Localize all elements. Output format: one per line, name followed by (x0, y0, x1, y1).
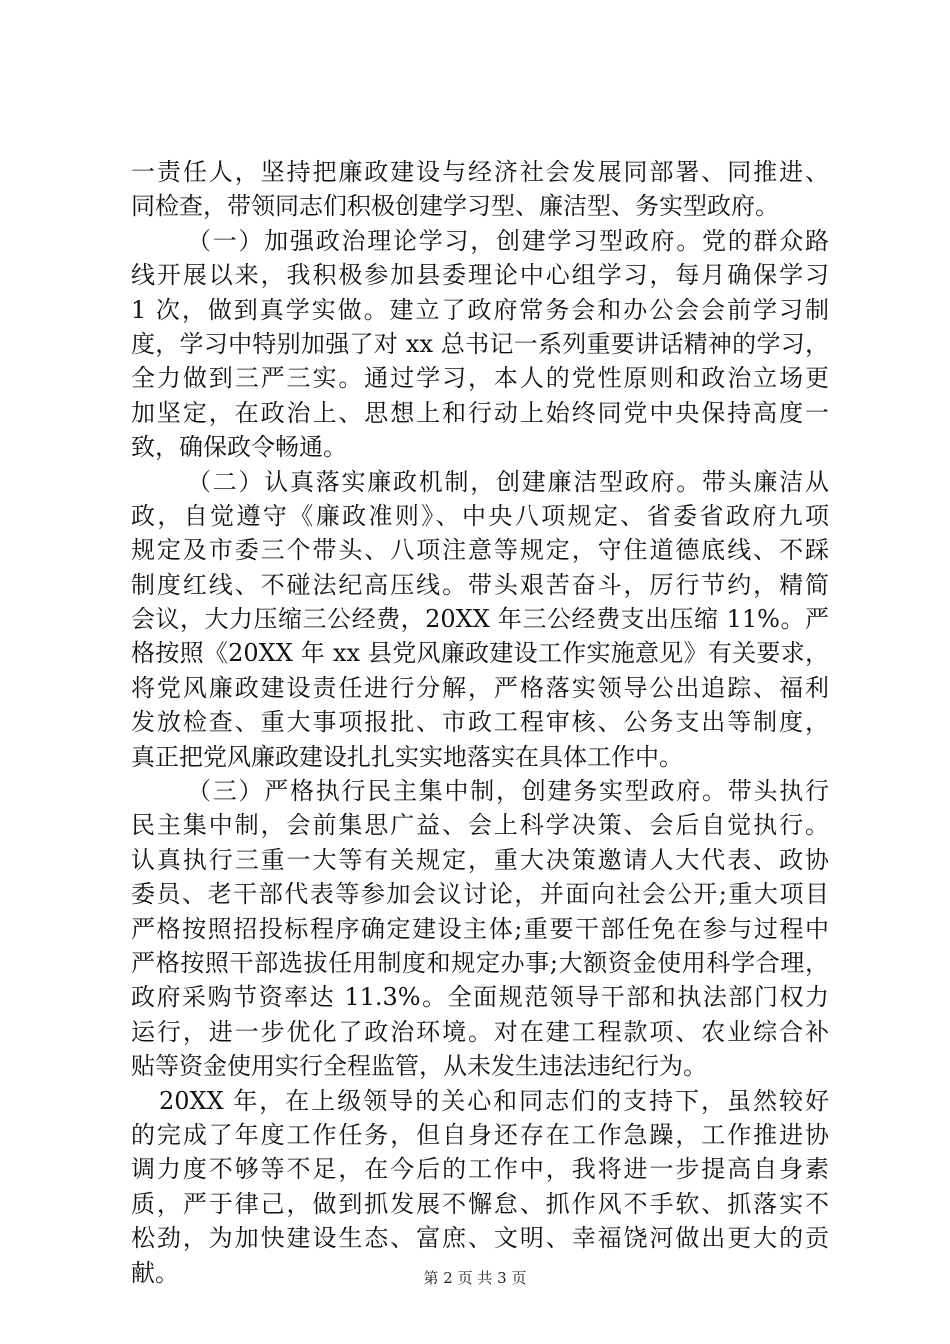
text-line: 将党风廉政建设责任进行分解，严格落实领导公出追踪、福利 (131, 673, 829, 702)
text-line: 严格按照干部选拔任用制度和规定办事;大额资金使用科学合理， (131, 948, 829, 977)
text-line: 线开展以来，我积极参加县委理论中心组学习，每月确保学习 (131, 261, 829, 290)
text-line: 格按照《20XX 年 xx 县党风廉政建设工作实施意见》有关要求， (131, 639, 829, 668)
text-line: 政，自觉遵守《廉政准则》、中央八项规定、省委省政府九项 (131, 501, 829, 530)
text-line: 的完成了年度工作任务，但自身还存在工作急躁，工作推进协 (131, 1120, 829, 1149)
text-line: （一）加强政治理论学习，创建学习型政府。党的群众路 (187, 226, 829, 255)
text-line: 调力度不够等不足，在今后的工作中，我将进一步提高自身素 (131, 1155, 829, 1184)
document-body (131, 155, 829, 1290)
text-line: 政府采购节资率达 11.3%。全面规范领导干部和执法部门权力 (131, 983, 829, 1012)
text-line: 致，确保政令畅通。 (131, 433, 347, 462)
text-line: 委员、老干部代表等参加会议讨论，并面向社会公开;重大项目 (131, 880, 829, 909)
text-line: 发放检查、重大事项报批、市政工程审核、公务支出等制度， (131, 708, 829, 737)
text-line: 会议，大力压缩三公经费，20XX 年三公经费支出压缩 11%。严 (131, 605, 829, 634)
text-line: 献。 (131, 1258, 179, 1287)
text-line: 松劲，为加快建设生态、富庶、文明、幸福饶河做出更大的贡 (131, 1224, 829, 1253)
text-line: 真正把党风廉政建设扎扎实实地落实在具体工作中。 (131, 742, 683, 771)
paragraph (131, 1084, 829, 1290)
paragraph (131, 465, 829, 775)
text-line: 严格按照招投标程序确定建设主体;重要干部任免在参与过程中 (131, 914, 829, 943)
paragraph (131, 155, 829, 224)
text-line: 一责任人，坚持把廉政建设与经济社会发展同部署、同推进、 (131, 158, 829, 186)
text-line: 度，学习中特别加强了对 xx 总书记一系列重要讲话精神的学习， (131, 329, 829, 358)
paragraph (131, 774, 829, 1084)
text-line: 规定及市委三个带头、八项注意等规定，守住道德底线、不踩 (131, 536, 829, 565)
text-line: 制度红线、不碰法纪高压线。带头艰苦奋斗，厉行节约，精简 (131, 570, 829, 599)
text-line: 全力做到三严三实。通过学习，本人的党性原则和政治立场更 (131, 364, 829, 393)
text-line: 运行，进一步优化了政治环境。对在建工程款项、农业综合补 (131, 1017, 829, 1046)
text-line: 1 次，做到真学实做。建立了政府常务会和办公会会前学习制 (131, 295, 829, 324)
text-line: 20XX 年，在上级领导的关心和同志们的支持下，虽然较好 (159, 1086, 829, 1115)
text-line: 认真执行三重一大等有关规定，重大决策邀请人大代表、政协 (131, 845, 829, 874)
text-line: 质，严于律己，做到抓发展不懈怠、抓作风不手软、抓落实不 (131, 1189, 829, 1218)
text-line: 加坚定，在政治上、思想上和行动上始终同党中央保持高度一 (131, 398, 829, 427)
paragraph (131, 224, 829, 465)
page-number-footer: 第 2 页 共 3 页 (423, 1269, 527, 1287)
text-line: 贴等资金使用实行全程监管，从未发生违法违纪行为。 (131, 1052, 707, 1081)
text-line: （三）严格执行民主集中制，创建务实型政府。带头执行 (187, 777, 829, 806)
text-line: 民主集中制，会前集思广益、会上科学决策、会后自觉执行。 (131, 811, 829, 840)
text-line: （二）认真落实廉政机制，创建廉洁型政府。带头廉洁从 (187, 467, 829, 496)
text-line: 同检查，带领同志们积极创建学习型、廉洁型、务实型政府。 (131, 192, 779, 221)
